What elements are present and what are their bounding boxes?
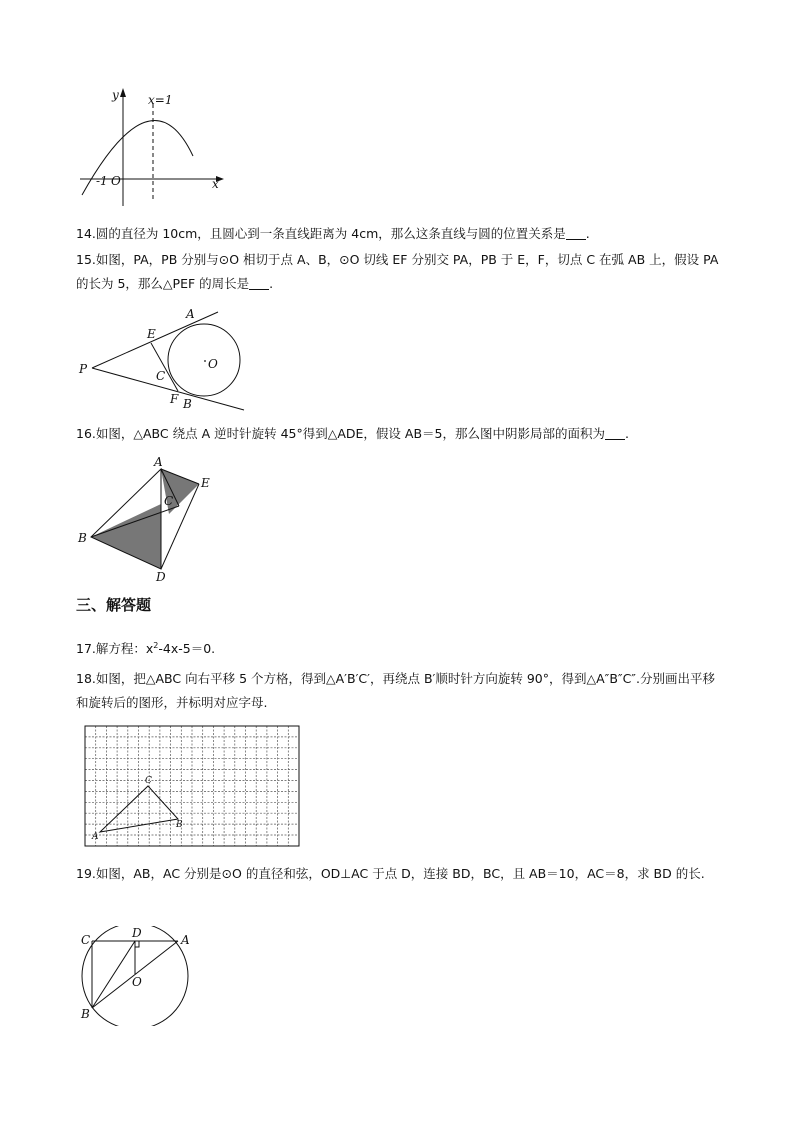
answer-blank[interactable] — [566, 226, 586, 240]
question-17: 17.解方程：$x^2-4x-5=0$. — [76, 641, 216, 657]
circle-chord-figure — [74, 926, 204, 1026]
question-15: 15.如图，PA，PB 分别与⊙O 相切于点 A、B，⊙O 切线 EF 分别交 PA，PB 于 E，F，切点 C 在弧 AB 上，假设 PA 的长为 5，那么△PEF 的周长是 . — [76, 252, 719, 291]
question-18: 18.如图，把△ABC 向右平移 5 个方格，得到△A′B′C′，再绕点 B′顺时针方向旋转 90°，得到△A″B″C″.分别画出平移和旋转后的图形，并标明对应字母. — [76, 671, 715, 710]
rotation-figure — [74, 454, 224, 584]
label-C: C — [164, 494, 174, 508]
label-E: E — [147, 327, 156, 341]
label-F: F — [170, 392, 179, 406]
y-axis-label: y — [112, 88, 119, 102]
tangent-circle-figure — [74, 300, 254, 416]
answer-blank[interactable] — [605, 426, 625, 440]
label-P: P — [79, 362, 88, 376]
label-D: D — [132, 926, 142, 940]
label-A: A — [181, 933, 190, 947]
question-19: 19.如图，AB，AC 分别是⊙O 的直径和弦，OD⊥AC 于点 D，连接 BD，BC，且 AB＝10，AC＝8，求 BD 的长. — [76, 866, 705, 881]
label-O: O — [208, 357, 218, 371]
label-B: B — [183, 397, 192, 411]
x-axis-label: x — [212, 177, 219, 191]
label-E: E — [201, 476, 210, 490]
answer-blank[interactable] — [249, 276, 269, 290]
label-C: C — [145, 776, 152, 786]
minus-one-label: -1 — [96, 174, 108, 188]
origin-label: O — [111, 174, 121, 188]
label-B: B — [176, 820, 183, 830]
symmetry-axis-label: x=1 — [148, 93, 173, 107]
label-B: B — [81, 1007, 90, 1021]
question-16: 16.如图，△ABC 绕点 A 逆时针旋转 45°得到△ADE，假设 AB＝5，那么图中阴影局部的面积为 . — [76, 426, 629, 441]
section-heading: 三、解答题 — [76, 596, 152, 614]
parabola-figure — [70, 84, 230, 210]
label-C: C — [156, 369, 166, 383]
label-O: O — [132, 975, 142, 989]
label-C: C — [81, 933, 91, 947]
label-A: A — [186, 307, 195, 321]
label-D: D — [156, 570, 166, 584]
question-14: 14.圆的直径为 10cm，且圆心到一条直线距离为 4cm，那么这条直线与圆的位置关系是 . — [76, 226, 590, 241]
label-A: A — [154, 455, 163, 469]
label-A: A — [92, 832, 99, 842]
grid-figure — [84, 725, 302, 849]
label-B: B — [78, 531, 87, 545]
